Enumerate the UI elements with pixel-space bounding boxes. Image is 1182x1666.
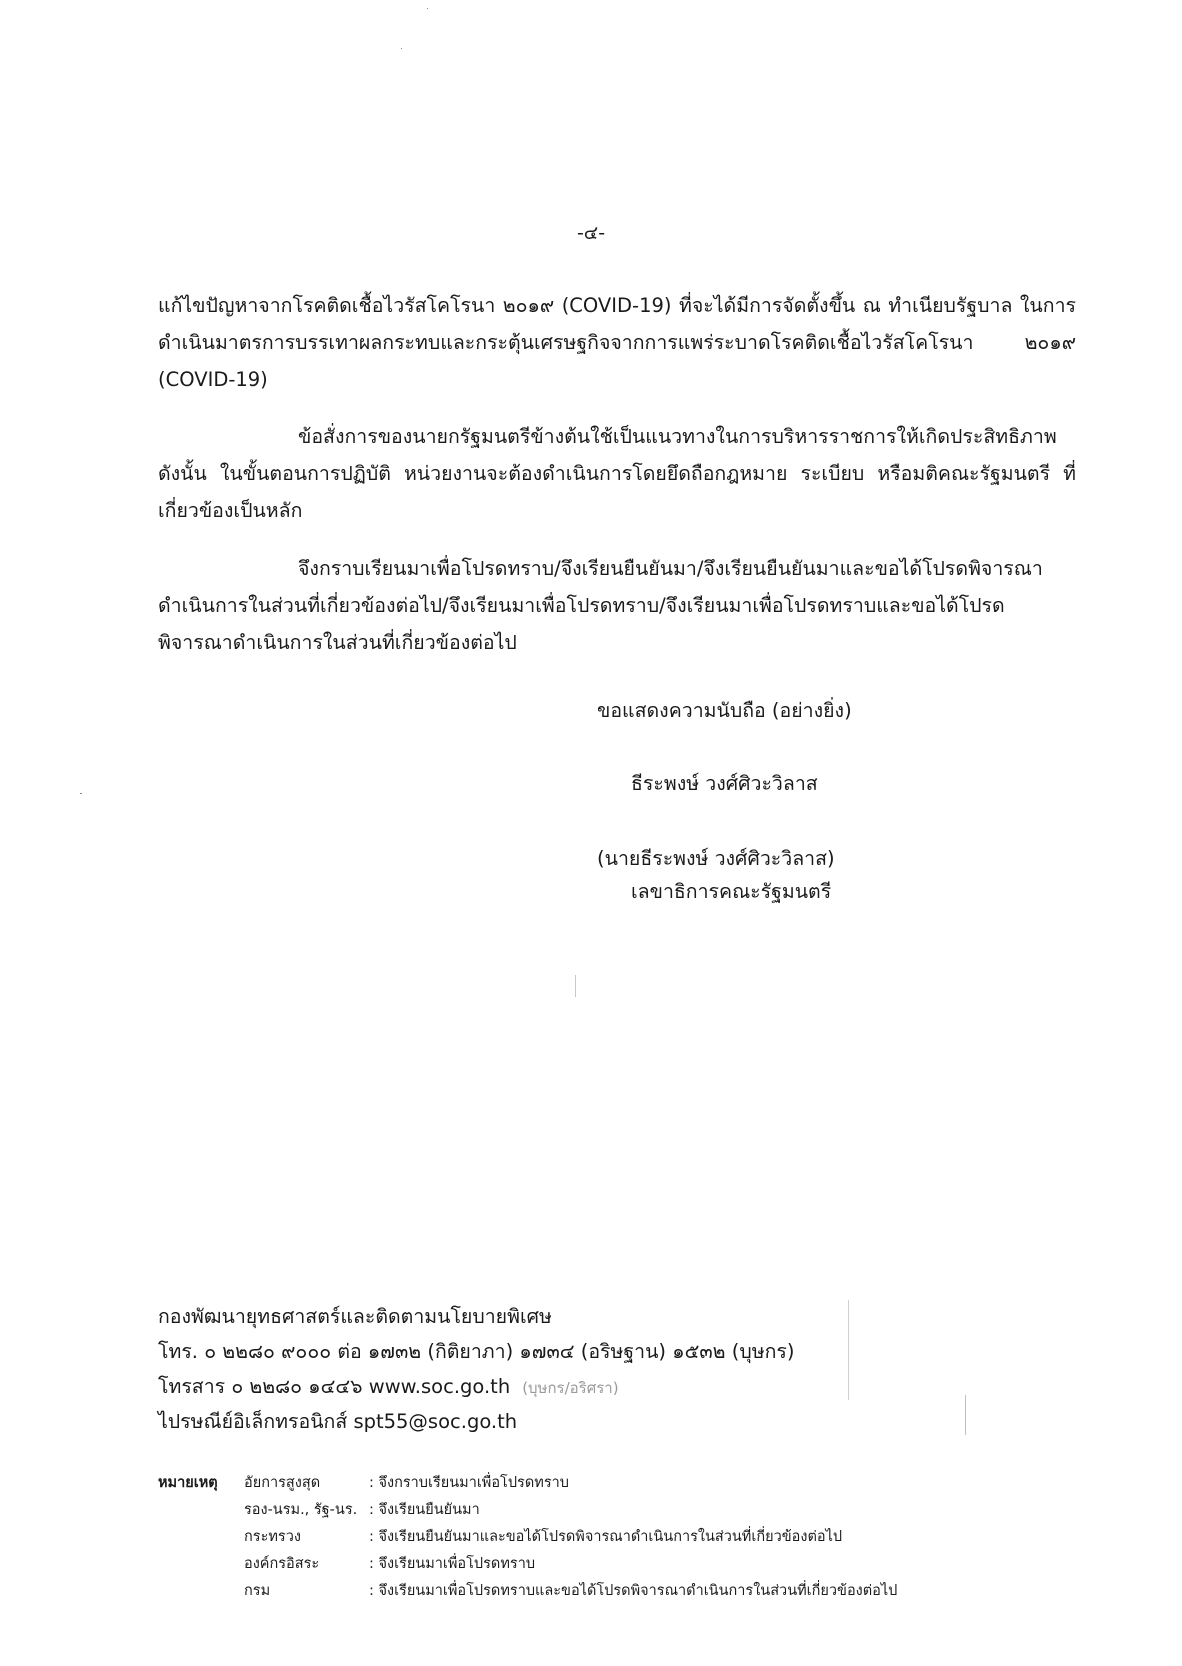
notes-row bbox=[158, 1470, 897, 1497]
contact-fax-note: (บุษกร/อริศรา) bbox=[522, 1379, 619, 1397]
contact-fax-line bbox=[158, 1369, 958, 1406]
notes-section bbox=[158, 1470, 897, 1605]
notes-text: : จึงเรียนมาเพื่อโปรดทราบ bbox=[369, 1556, 536, 1572]
scan-speck bbox=[427, 8, 428, 9]
notes-recipient: กระทรวง bbox=[244, 1529, 301, 1545]
notes-text: : จึงเรียนยืนยันมาและขอได้โปรดพิจารณาดำเนินการในส่วนที่เกี่ยวข้องต่อไป bbox=[369, 1529, 843, 1545]
contact-phone: โทร. ๐ ๒๒๘๐ ๙๐๐๐ ต่อ ๑๗๓๒ (กิติยาภา) ๑๗๓๔ (อริษฐาน) ๑๕๓๒ (บุษกร) bbox=[158, 1340, 795, 1363]
notes-recipient: กรม bbox=[244, 1583, 271, 1599]
signature-name: ธีระพงษ์ วงศ์ศิวะวิลาส bbox=[631, 772, 818, 795]
notes-text: : จึงกราบเรียนมาเพื่อโปรดทราบ bbox=[369, 1475, 569, 1491]
notes-row bbox=[158, 1524, 897, 1551]
notes-recipient: องค์กรอิสระ bbox=[244, 1556, 320, 1572]
scan-speck bbox=[965, 1395, 966, 1435]
contact-email: ไปรษณีย์อิเล็กทรอนิกส์ spt55@soc.go.th bbox=[158, 1410, 518, 1433]
notes-recipient: รอง-นรม., รัฐ-นร. bbox=[244, 1502, 358, 1518]
scan-speck bbox=[80, 793, 82, 794]
notes-recipient: อัยการสูงสุด bbox=[244, 1475, 321, 1491]
scan-speck bbox=[401, 48, 402, 49]
notes-row bbox=[158, 1578, 897, 1605]
notes-heading: หมายเหตุ bbox=[158, 1475, 218, 1491]
contact-division: กองพัฒนายุทธศาสตร์และติดตามนโยบายพิเศษ bbox=[158, 1305, 552, 1328]
contact-fax: โทรสาร ๐ ๒๒๘๐ ๑๔๔๖ www.soc.go.th bbox=[158, 1375, 511, 1398]
closing-salutation: ขอแสดงความนับถือ (อย่างยิ่ง) bbox=[597, 699, 852, 722]
notes-text: : จึงเรียนยืนยันมา bbox=[369, 1502, 480, 1518]
scan-speck bbox=[575, 975, 576, 997]
paragraph-directive: ข้อสั่งการของนายกรัฐมนตรีข้างต้นใช้เป็นแนวทางในการบริหารราชการให้เกิดประสิทธิภาพ ดังนั้น ในขั้นตอนการปฏิบัติ หน่วยงานจะต้องดำเนินการโดยยึดถือกฎหมาย ระเบียบ หรือมติคณะรัฐมนตรี ที่เกี่ยวข้องเป็นหลัก bbox=[158, 425, 1076, 522]
page-number: -๔- bbox=[576, 222, 606, 244]
signatory-title: เลขาธิการคณะรัฐมนตรี bbox=[631, 880, 832, 903]
notes-row bbox=[158, 1497, 897, 1524]
notes-text: : จึงเรียนมาเพื่อโปรดทราบและขอได้โปรดพิจารณาดำเนินการในส่วนที่เกี่ยวข้องต่อไป bbox=[369, 1583, 898, 1599]
paragraph-closing-request: จึงกราบเรียนมาเพื่อโปรดทราบ/จึงเรียนยืนยันมา/จึงเรียนยืนยันมาและขอได้โปรดพิจารณา ดำเนินการในส่วนที่เกี่ยวข้องต่อไป/จึงเรียนมาเพื่อโปรดทราบ/จึงเรียนมาเพื่อโปรดทราบและขอได้โปรด พิจารณาดำเนินการในส่วนที่เกี่ยวข้องต่อไป bbox=[158, 557, 1043, 654]
scan-speck bbox=[848, 1300, 849, 1400]
paragraph-continuation: แก้ไขปัญหาจากโรคติดเชื้อไวรัสโคโรนา ๒๐๑๙ (COVID-19) ที่จะได้มีการจัดตั้งขึ้น ณ ทำเนียบรัฐบาล ในการดำเนินมาตรการบรรเทาผลกระทบและกระตุ้นเศรษฐกิจจากการแพร่ระบาดโรคติดเชื้อไวรัสโคโรนา ๒๐๑๙ (COVID-19) bbox=[158, 294, 1076, 391]
signatory-full-name: (นายธีระพงษ์ วงศ์ศิวะวิลาส) bbox=[597, 847, 835, 870]
notes-row bbox=[158, 1551, 897, 1578]
